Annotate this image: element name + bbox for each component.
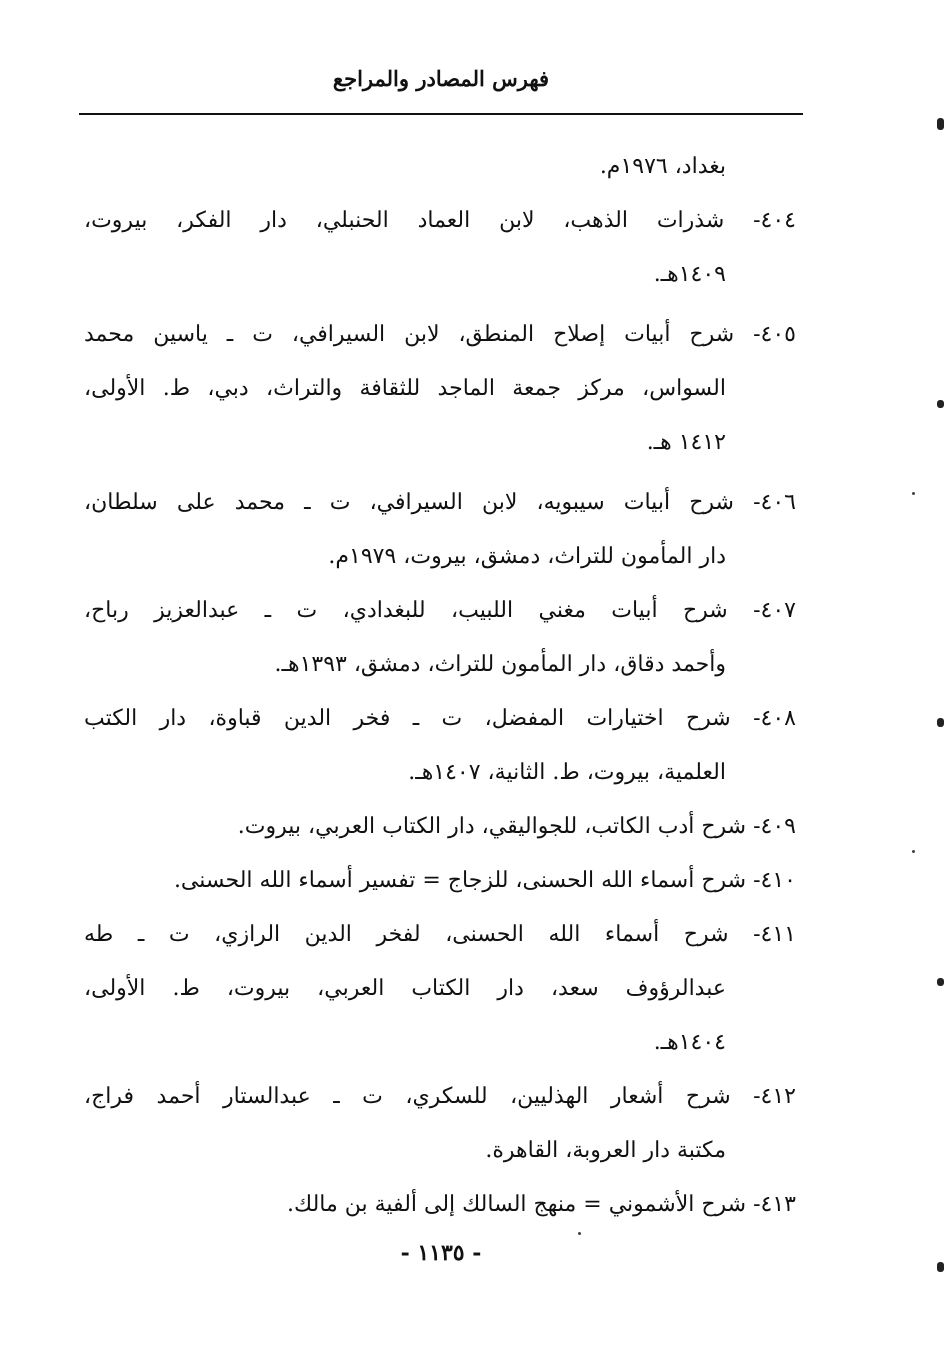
entry-line: ٤١١- شرح أسماء الله الحسنى، لفخر الدين الرازي، ت ـ طه xyxy=(84,922,796,947)
bibliography-entry xyxy=(84,1178,796,1232)
entry-line: ٤١٠- شرح أسماء الله الحسنى، للزجاج = تفسير أسماء الله الحسنى. xyxy=(173,868,796,893)
entry-line: العلمية، بيروت، ط. الثانية، ١٤٠٧هـ. xyxy=(408,760,726,785)
entry-line: ٤٠٦- شرح أبيات سيبويه، لابن السيرافي، ت ـ محمد على سلطان، xyxy=(84,490,796,515)
scan-speck xyxy=(578,1232,581,1235)
scan-edge-mark xyxy=(937,118,944,130)
entry-line: ٤١٣- شرح الأشموني = منهج السالك إلى ألفية بن مالك. xyxy=(287,1192,796,1217)
entry-line: ٤١٢- شرح أشعار الهذليين، للسكري، ت ـ عبدالستار أحمد فراج، xyxy=(84,1084,796,1109)
header-rule xyxy=(79,113,803,115)
page-header: فهرس المصادر والمراجع xyxy=(332,66,550,91)
bibliography-entry xyxy=(84,194,796,302)
bibliography-entry xyxy=(84,476,796,584)
entry-line: عبدالرؤوف سعد، دار الكتاب العربي، بيروت، ط. الأولى، xyxy=(84,976,726,1001)
bibliography-entry xyxy=(84,908,796,1070)
bibliography-entry xyxy=(84,692,796,800)
scan-speck xyxy=(912,850,915,853)
entry-line: بغداد، ١٩٧٦م. xyxy=(599,154,726,179)
entry-line: ١٤٠٤هـ. xyxy=(653,1030,726,1055)
entry-line: وأحمد دقاق، دار المأمون للتراث، دمشق، ١٣٩٣هـ. xyxy=(274,652,726,677)
entry-line: ١٤٠٩هـ. xyxy=(653,262,726,287)
entry-line: ٤٠٥- شرح أبيات إصلاح المنطق، لابن السيرافي، ت ـ ياسين محمد xyxy=(84,322,796,347)
scan-edge-mark xyxy=(937,718,944,727)
entry-line: ٤٠٤- شذرات الذهب، لابن العماد الحنبلي، دار الفكر، بيروت، xyxy=(84,208,796,233)
bibliography-entry xyxy=(84,800,796,854)
scan-edge-mark xyxy=(937,400,944,408)
bibliography-entry xyxy=(84,584,796,692)
entry-line: مكتبة دار العروبة، القاهرة. xyxy=(485,1138,726,1163)
entry-line: ٤٠٨- شرح اختيارات المفضل، ت ـ فخر الدين قباوة، دار الكتب xyxy=(84,706,796,731)
scan-edge-mark xyxy=(937,1262,944,1272)
bibliography-entry xyxy=(84,308,796,470)
bibliography-entry xyxy=(84,854,796,908)
bibliography-list xyxy=(84,140,796,1232)
entry-line: ٤٠٧- شرح أبيات مغني اللبيب، للبغدادي، ت ـ عبدالعزيز رباح، xyxy=(84,598,796,623)
scan-speck xyxy=(912,492,915,495)
entry-line: ١٤١٢ هـ. xyxy=(646,430,726,455)
entry-line: ٤٠٩- شرح أدب الكاتب، للجواليقي، دار الكتاب العربي، بيروت. xyxy=(237,814,796,839)
page-number: - ١١٣٥ - xyxy=(400,1240,482,1266)
bibliography-entry xyxy=(84,1070,796,1178)
entry-line: السواس، مركز جمعة الماجد للثقافة والتراث، دبي، ط. الأولى، xyxy=(84,376,726,401)
bibliography-entry xyxy=(84,140,796,194)
entry-line: دار المأمون للتراث، دمشق، بيروت، ١٩٧٩م. xyxy=(328,544,726,569)
scan-edge-mark xyxy=(937,978,944,986)
